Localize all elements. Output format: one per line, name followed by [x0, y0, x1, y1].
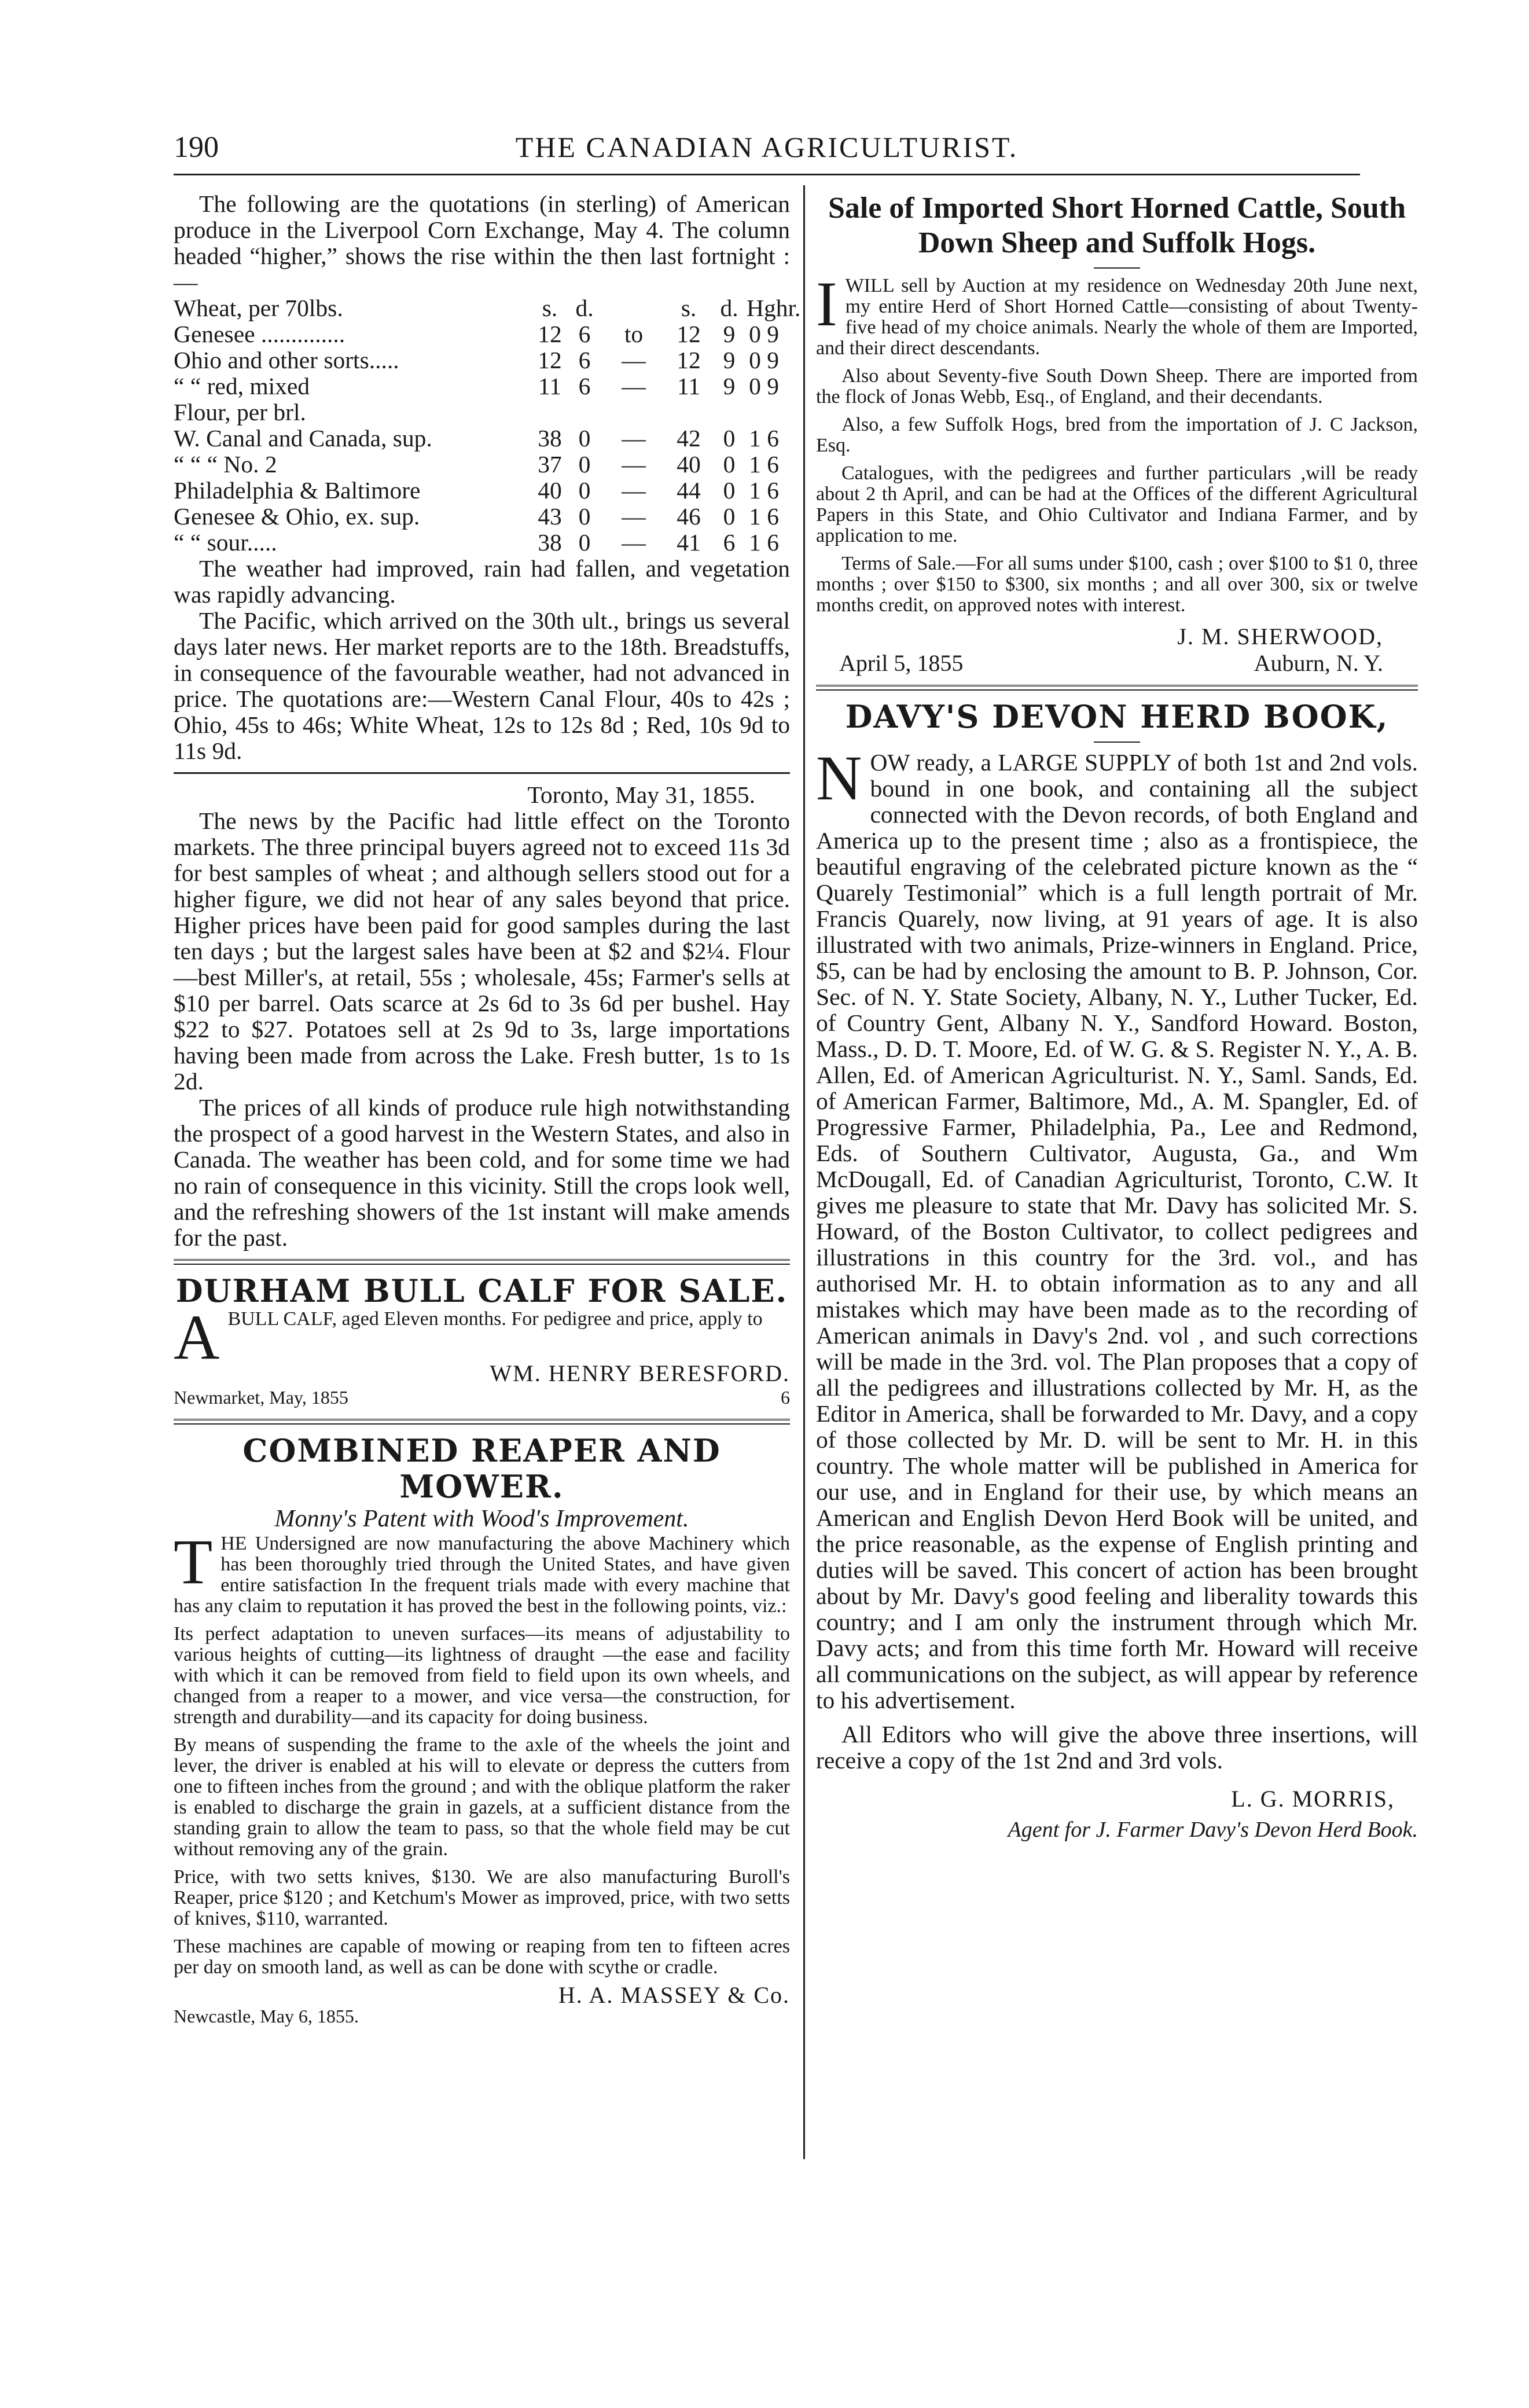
right-column [816, 191, 1418, 1842]
left-column [174, 190, 801, 2027]
quotation-row: Genesee & Ohio, ex. sup. 43 0 — 46 0 1 6 [174, 503, 779, 530]
quotation-table [174, 295, 801, 556]
sale-signer: J. M. SHERWOOD, [1177, 623, 1383, 649]
sale-ad-body: I WILL sell by Auction at my residence on Wednesday 20th June next, my entire Herd of Short Horned Cattle—consisting of about Twenty-five head of my choice animals. Nearly the whole of them are Imported, and their direct descendants. Also about Seventy-five South Down Sheep. There are imported from the flock of Jonas Webb, Esq., of England, and their decendants. Also, a few Suffolk Hogs, bred from the importation of J. C Jackson, Esq. Catalogues, with the pedigrees and further particulars ,will be ready about 2 th April, and can be had at the Offices of the different Agricultural Papers in this State, and Ohio Cultivator and Indiana Farmer, and by application to me. Terms of Sale.—For all sums under $100, cash ; over $100 to $1 0, three months ; over $150 to $300, six months ; and all over 300, six or twelve months credit, on approved notes with interest. [816, 269, 1418, 616]
quotation-row: Flour, per brl. [174, 399, 306, 425]
sale-date: April 5, 1855 [839, 650, 964, 676]
drop-cap: N [816, 743, 862, 813]
reaper-signer: H. A. MASSEY & Co. [558, 1982, 790, 2008]
quotation-row: Genesee .............. 12 6 to 12 9 0 9 [174, 321, 779, 347]
reaper-ad-title: COMBINED REAPER AND MOWER. [242, 1432, 721, 1505]
short-rule [1094, 742, 1140, 743]
quotation-row: “ “ red, mixed 11 6 — 11 9 0 9 [174, 373, 779, 399]
durham-mark: 6 [781, 1387, 790, 1408]
davy-ad-title: DAVY'S DEVON HERD BOOK, [845, 698, 1389, 735]
double-divider [174, 1259, 790, 1265]
liverpool-intro: The following are the quotations (in sterling) of American produce in the Liverpool Corn Exchange, May 4. The column headed “higher,” shows the rise within the then last fortnight :— [174, 190, 790, 295]
double-divider [174, 1419, 790, 1425]
drop-cap: A [174, 1302, 220, 1372]
davy-ad-body: N OW ready, a LARGE SUPPLY of both 1st and 2nd vols. bound in one book, and containing all the subject connected with the Devon records, of both England and America up to the present time ; also as a frontispiece, the beautiful engraving of the celebrated picture known as the “ Quarely Testimonial” which is a full length portrait of Mr. Francis Quarely, now living, at 91 years of age. It is also illustrated with two animals, Prize-winners in England. Price, $5, can be had by enclosing the amount to B. P. Johnson, Cor. Sec. of N. Y. State Society, Albany, N. Y., Luther Tucker, Ed. of Country Gent, Albany N. Y., Sandford Howard. Boston, Mass., D. D. T. Moore, Ed. of W. G. & S. Register N. Y., A. B. Allen, Ed. of American Agriculturist. N. Y., Saml. Sands, Ed. of American Farmer, Baltimore, Md., A. M. Spangler, Ed. of Progressive Farmer, Philadelphia, Pa., Lee and Redmond, Eds. of Southern Cultivator, Augusta, Ga., and Wm McDougall, Ed. of Canadian Agriculturist, Toronto, C.W. It gives me pleasure to state that Mr. Davy has solicited Mr. S. Howard, of the Boston Cultivator, to collect pedigrees and illustrations in this country for the 3rd. vol., and has authorised Mr. H. to obtain information as to any and all mistakes which may have been made as to the recording of American animals in Davy's 2nd. vol , and such corrections will be made in the 3rd. vol. The Plan proposes that a copy of all the pedigrees and illustrations collected by Mr. H, as the Editor in America, shall be forwarded to Mr. Davy, and a copy of those collected by Mr. D. will be sent to Mr. H. in this country. The whole matter will be published in America for our use, and in England for their use, by which means an American and English Devon Herd Book will be united, and the price reasonable, as the expense of English printing and duties will be saved. This concert of action has been brought about by Mr. Davy's good feeling and liberality towards this country; and I am only the instrument through which Mr. Davy acts; and from this time forth Mr. Howard will receive all communications on the subject, as will appear by reference to his advertisement. All Editors who will give the above three insertions, will receive a copy of the 1st 2nd and 3rd vols. [816, 743, 1418, 1774]
toronto-dateline: Toronto, May 31, 1855. [527, 781, 755, 808]
drop-cap: I [816, 269, 837, 339]
page-header [174, 130, 1360, 165]
quotation-row: Philadelphia & Baltimore 40 0 — 44 0 1 6 [174, 477, 779, 504]
weather-paragraph: The weather had improved, rain had fallen, and vegetation was rapidly advancing. [174, 555, 790, 608]
davy-agent: Agent for J. Farmer Davy's Devon Herd Book. [1008, 1818, 1418, 1842]
header-rule [174, 174, 1360, 175]
divider [174, 772, 790, 774]
reaper-ad-subtitle: Monny's Patent with Wood's Improvement. [274, 1506, 689, 1532]
pacific-paragraph: The Pacific, which arrived on the 30th ult., brings us several days later news. Her market reports are to the 18th. Breadstuffs, in consequence of the favourable weather, had not advanced in price. The quotations are:—Western Canal Flour, 40s to 42s ; Ohio, 45s to 46s; White Wheat, 12s to 12s 8d ; Red, 10s 9d to 11s 9d. [174, 607, 790, 764]
quotation-row: “ “ sour..... 38 0 — 41 6 1 6 [174, 529, 779, 556]
toronto-markets-paragraph: The news by the Pacific had little effect on the Toronto markets. The three principal buyers agreed not to exceed 11s 3d for best samples of wheat ; and although sellers stood out for a higher figure, we did not hear of any sales beyond that price. Higher prices have been paid for good samples during the last ten days ; but the largest sales have been at $2 and $2¼. Flour—best Miller's, at retail, 55s ; wholesale, 45s; Farmer's sells at $10 per barrel. Oats scarce at 2s 6d to 3s 6d per bushel. Hay $22 to $27. Potatoes sell at 2s 9d to 3s, large importations having been made from across the Lake. Fresh butter, 1s to 1s 2d. [174, 807, 790, 1095]
durham-ad-title: DURHAM BULL CALF FOR SALE. [175, 1272, 788, 1309]
quotation-row: W. Canal and Canada, sup. 38 0 — 42 0 1 6 [174, 425, 779, 452]
column-divider [803, 185, 805, 2159]
reaper-place: Newcastle, May 6, 1855. [174, 2006, 359, 2027]
sale-ad-title: Sale of Imported Short Horned Cattle, South Down Sheep and Suffolk Hogs. [828, 192, 1406, 259]
publication-title: THE CANADIAN AGRICULTURIST. [515, 131, 1019, 163]
durham-ad-body: A BULL CALF, aged Eleven months. For pedigree and price, apply to WM. HENRY BERESFORD. Newmarket, May, 1855 6 [174, 1309, 790, 1411]
drop-cap: T [174, 1526, 213, 1597]
double-divider [816, 685, 1418, 691]
short-rule [1094, 267, 1140, 269]
sale-place: Auburn, N. Y. [1254, 650, 1383, 676]
page-number: 190 [174, 131, 219, 164]
durham-signer: WM. HENRY BERESFORD. [490, 1360, 790, 1386]
durham-place: Newmarket, May, 1855 [174, 1387, 348, 1408]
quotation-header-row: Wheat, per 70lbs. s. d. s. d. Hghr. [174, 295, 801, 321]
reaper-ad-body: T HE Undersigned are now manufacturing the above Machinery which has been thoroughly tried through the United States, and have given entire satisfaction In the frequent trials made with every machine that has any claim to reputation it has proved the best in the following points, viz.: Its perfect adaptation to uneven surfaces—its means of adjustability to various heights of cutting—its lightness of draught —the ease and facility with which it can be removed from field to field upon its own wheels, and changed from a reaper to a mower, and vice versa—the construction, for strength and durability—and its capacity for doing business. By means of suspending the frame to the axle of the wheels the joint and lever, the driver is enabled at his will to elevate or depress the cutters from one to fifteen inches from the ground ; and with the oblique platform the raker is enabled to discharge the grain in gazels, at a sufficient distance from the standing grain to allow the team to pass, so that the whole field may be cut without removing any of the grain. Price, with two setts knives, $130. We are also manufacturing Buroll's Reaper, price $120 ; and Ketchum's Mower as improved, price, with two setts of knives, $110, warranted. These machines are capable of mowing or reaping from ten to fifteen acres per day on smooth land, as well as can be done with scythe or cradle. H. A. MASSEY & Co. Newcastle, May 6, 1855. [174, 1526, 791, 2027]
quotation-row: Ohio and other sorts..... 12 6 — 12 9 0 9 [174, 347, 779, 373]
prices-paragraph: The prices of all kinds of produce rule high notwithstanding the prospect of a good harvest in the Western States, and also in Canada. The weather has been cold, and for some time we had no rain of consequence in this vicinity. Still the crops look well, and the refreshing showers of the 1st instant will make amends for the past. [174, 1094, 790, 1251]
quotation-row: “ “ “ No. 2 37 0 — 40 0 1 6 [174, 451, 779, 478]
davy-signer: L. G. MORRIS, [1231, 1786, 1395, 1812]
